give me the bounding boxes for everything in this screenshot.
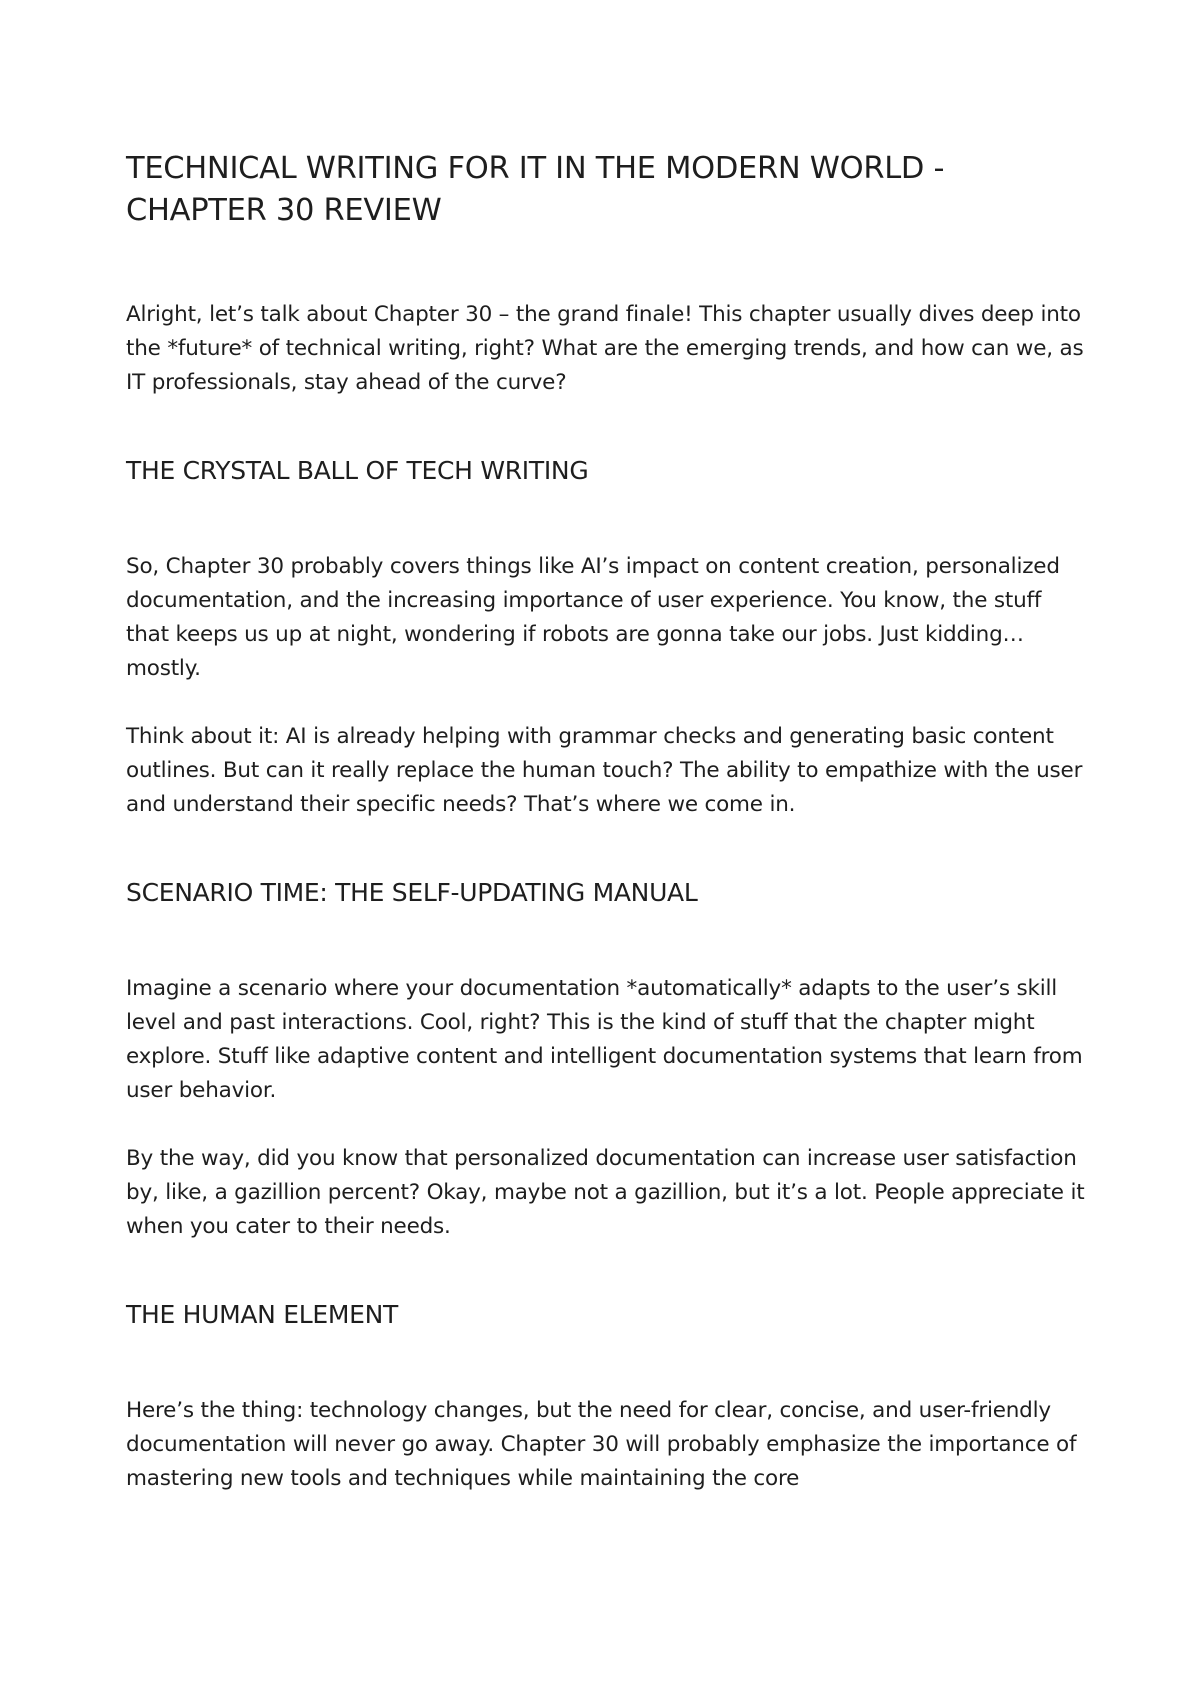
spacer [126,1332,1086,1394]
document-page [126,148,1086,1496]
section-paragraph: Think about it: AI is already helping with grammar checks and generating basic content outlines. But can it really replace the human touch? The ability to empathize with the user and understand their specific needs? That’s where we come in. [126,724,1083,817]
intro-paragraph: Alright, let’s talk about Chapter 30 – the grand finale! This chapter usually dives deep into the *future* of technical writing, right? What are the emerging trends, and how can we, as IT professionals, stay ahead of the curve? [126,302,1084,395]
spacer [126,400,1086,454]
spacer [126,1108,1086,1142]
spacer [126,1244,1086,1298]
section-heading-scenario-time: SCENARIO TIME: THE SELF-UPDATING MANUAL [126,878,698,907]
spacer [126,488,1086,550]
spacer [126,910,1086,972]
spacer [126,232,1086,298]
spacer [126,686,1086,720]
spacer [126,822,1086,876]
section-heading-human-element: THE HUMAN ELEMENT [126,1300,398,1329]
section-paragraph: So, Chapter 30 probably covers things like AI’s impact on content creation, personalized documentation, and the increasing importance of user experience. You know, the stuff that keeps us up at night, wondering if robots are gonna take our jobs. Just kidding… mostly. [126,554,1060,681]
section-paragraph: Here’s the thing: technology changes, but the need for clear, concise, and user-friendly documentation will never go away. Chapter 30 will probably emphasize the importance of mastering new tools and techniques while maintaining the core [126,1398,1077,1491]
section-paragraph: Imagine a scenario where your documentation *automatically* adapts to the user’s skill level and past interactions. Cool, right? This is the kind of stuff that the chapter might explore. Stuff like adaptive content and intelligent documentation systems that learn from user behavior. [126,976,1083,1103]
section-heading-crystal-ball: THE CRYSTAL BALL OF TECH WRITING [126,456,589,485]
section-paragraph: By the way, did you know that personalized documentation can increase user satisfaction by, like, a gazillion percent? Okay, maybe not a gazillion, but it’s a lot. People appreciate it when you cater to their needs. [126,1146,1085,1239]
document-title: TECHNICAL WRITING FOR IT IN THE MODERN WORLD - CHAPTER 30 REVIEW [126,151,945,228]
